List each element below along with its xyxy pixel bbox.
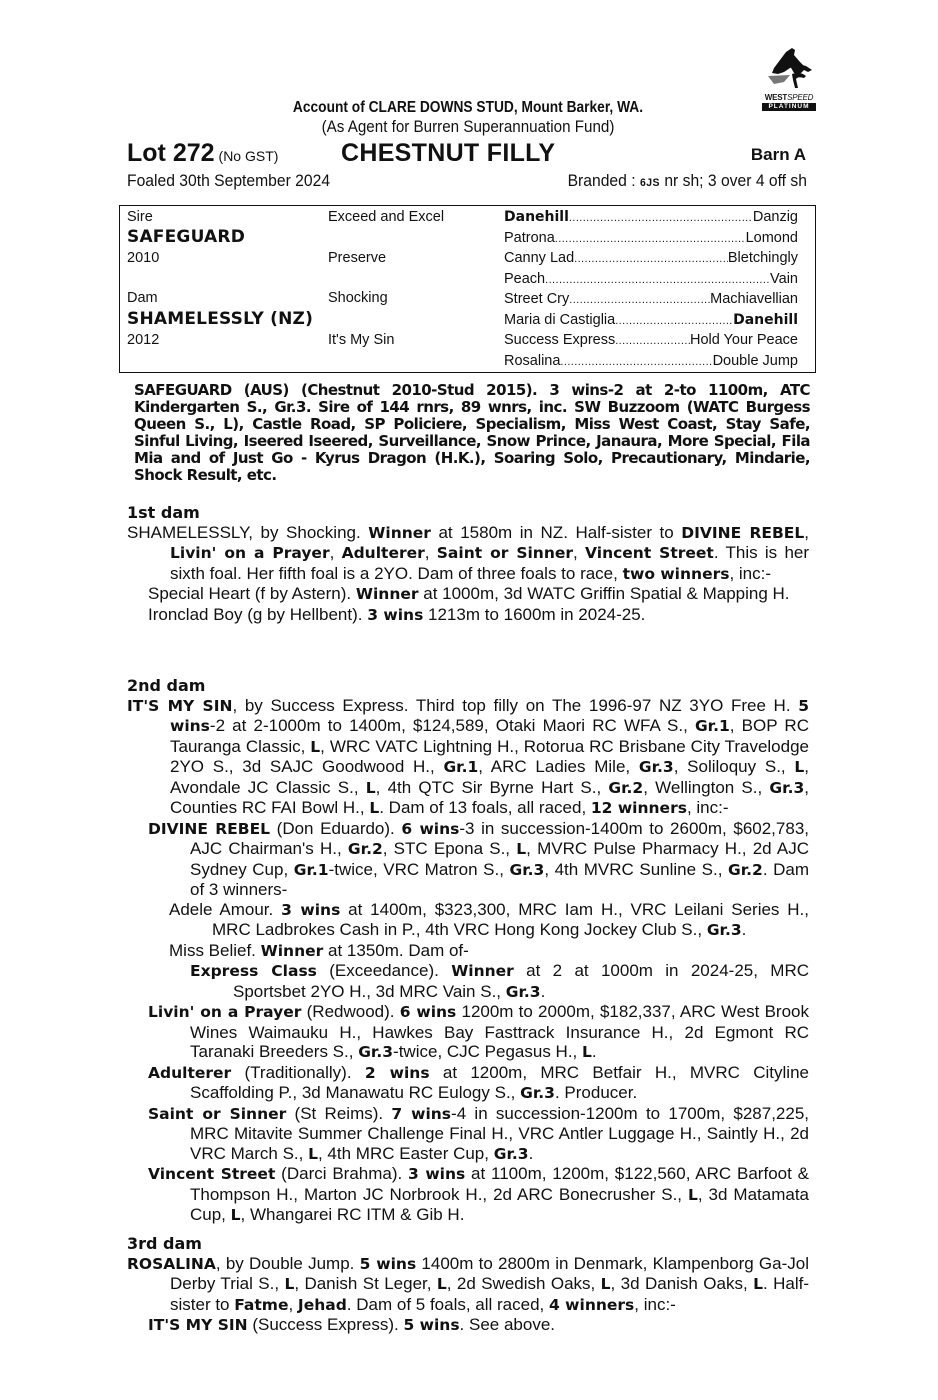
ancestor-sire-name: Danzig	[752, 209, 798, 225]
ancestor-name: Patrona	[504, 229, 555, 246]
ancestor-sire-name: Machiavellian	[710, 291, 798, 307]
dam-name: SHAMELESSLY (NZ)	[127, 309, 314, 329]
family-entry: Special Heart (f by Astern). Winner at 1000m, 3d WATC Griffin Spatial & Mapping H.	[148, 584, 790, 603]
barn-location: Barn A	[750, 145, 806, 164]
section-2nd-dam	[127, 676, 809, 1226]
dot-leader	[569, 207, 753, 227]
ancestor-name: Danehill	[504, 209, 569, 225]
family-entry: Adele Amour. 3 wins at 1400m, $323,300, MRC Iam H., VRC Leilani Series H., MRC Ladbrokes Cash in P., 4th VRC Hong Kong Jockey Club S., Gr.3.	[169, 899, 810, 939]
ancestor-sire-name: Danehill	[733, 311, 798, 328]
section-heading: 1st dam	[127, 503, 200, 522]
ancestor-name: Rosalina	[504, 352, 561, 369]
family-entry: Ironclad Boy (g by Hellbent). 3 wins 1213m to 1600m in 2024-25.	[148, 604, 646, 624]
family-entry: Miss Belief. Winner at 1350m. Dam of-	[169, 940, 469, 960]
dot-leader	[560, 351, 712, 371]
section-heading: 3rd dam	[127, 1234, 202, 1253]
family-entry: SHAMELESSLY, by Shocking. Winner at 1580m in NZ. Half-sister to DIVINE REBEL, Livin' on a Prayer, Adulterer, Saint or Sinner, Vincent Street. This is her sixth foal. Her fifth foal is a 2YO. Dam of three foals to race, two winners, inc:-	[127, 522, 810, 583]
ancestor-name: Success Express	[504, 332, 616, 348]
section-entries	[127, 523, 809, 626]
vendor-line: Account of CLARE DOWNS STUD, Mount Barker, WA.	[292, 99, 644, 116]
dot-leader	[569, 289, 710, 309]
sire-summary: SAFEGUARD (AUS) (Chestnut 2010-Stud 2015). 3 wins-2 at 2-to 1100m, ATC Kindergarten S., Gr.3. Sire of 144 rnrs, 89 wnrs, inc. SW Buzzoom (WATC Burgess Queen S., L), Castle Road, SP Policiere, Specialism, Miss West Coast, Stay Safe, Sinful Living, Iseered Iseered, Surveillance, Snow Prince, Janaura, More Special, Fila Mia and of Just Go - Kyrus Dragon (H.K.), Soaring Solo, Precautionary, Mindarie, Shock Result, etc.	[134, 381, 810, 484]
ancestor-sire-name: Hold Your Peace	[689, 332, 798, 348]
brand-mark: 6JS	[639, 177, 661, 189]
section-1st-dam	[127, 503, 809, 625]
horse-description: CHESTNUT FILLY	[341, 139, 556, 167]
family-entry: IT'S MY SIN, by Success Express. Third top filly on The 1996-97 NZ 3YO Free H. 5 wins-2 at 2-1000m to 1400m, $124,589, Otaki Maori RC WFA S., Gr.1, BOP RC Tauranga Classic, L, WRC VATC Lightning H., Rotorua RC Brisbane City Travelodge 2YO S., 3d SAJC Goodwood H., Gr.1, ARC Ladies Mile, Gr.3, Soliloquy S., L, Avondale JC Classic S., L, 4th QTC Sir Byrne Hart S., Gr.2, Wellington S., Gr.3, Counties RC FAI Bowl H., L. Dam of 13 foals, all raced, 12 winners, inc:-	[127, 695, 810, 817]
sire-sire: Exceed and Excel	[328, 209, 445, 225]
agent-line: (As Agent for Burren Superannuation Fund)	[321, 118, 615, 136]
dot-leader	[545, 269, 770, 289]
ancestor-sire-name: Bletchingly	[727, 250, 798, 266]
family-entry: Livin' on a Prayer (Redwood). 6 wins 1200m to 2000m, $182,337, ARC West Brook Wines Waimauku H., Hawkes Bay Fasttrack Insurance H., 2d Egmont RC Taranaki Breeders S., Gr.3-twice, CJC Pegasus H., L.	[148, 1002, 809, 1061]
logo-brand: WESTSPEED	[764, 93, 814, 102]
grandparent-row	[504, 310, 798, 330]
family-entry: ROSALINA, by Double Jump. 5 wins 1400m to 2800m in Denmark, Klampenborg Ga-Jol Derby Trial S., L, Danish St Leger, L, 2d Swedish Oaks, L, 3d Danish Oaks, L. Half-sister to Fatme, Jehad. Dam of 5 foals, all raced, 4 winners, inc:-	[127, 1253, 809, 1314]
grandparent-row	[504, 207, 798, 227]
grandparent-row	[504, 351, 798, 371]
family-entry: IT'S MY SIN (Success Express). 5 wins. See above.	[148, 1315, 556, 1334]
dam-sire: Shocking	[328, 290, 388, 306]
pedigree-table	[119, 205, 816, 373]
dot-leader	[615, 330, 690, 350]
family-entry: Saint or Sinner (St Reims). 7 wins-4 in succession-1200m to 1700m, $287,225, MRC Mitavite Summer Challenge Final H., VRC Antler Luggage H., Saintly H., 2d VRC March S., L, 4th MRC Easter Cup, Gr.3.	[148, 1103, 810, 1163]
ancestor-name: Street Cry	[504, 291, 570, 307]
grandparent-row	[504, 289, 798, 309]
dot-leader	[574, 248, 728, 268]
ancestor-sire-name: Lomond	[745, 229, 798, 246]
grandparent-row	[504, 330, 798, 350]
dot-leader	[555, 228, 746, 248]
horse-racing-icon	[760, 46, 818, 92]
ancestor-sire-name: Double Jump	[712, 352, 798, 369]
section-heading: 2nd dam	[127, 676, 206, 695]
dot-leader	[615, 310, 733, 330]
logo-tier: PLATINUM	[762, 103, 816, 111]
family-entry: DIVINE REBEL (Don Eduardo). 6 wins-3 in succession-1400m to 2600m, $602,783, AJC Chairman's H., Gr.2, STC Epona S., L, MVRC Pulse Pharmacy H., 2d AJC Sydney Cup, Gr.1-twice, VRC Matron S., Gr.3, 4th MVRC Sunline S., Gr.2. Dam of 3 winners-	[148, 818, 810, 899]
sire-dam: Preserve	[328, 250, 387, 266]
grandparent-row	[504, 248, 798, 268]
section-entries	[127, 696, 809, 1226]
ancestor-name: Maria di Castiglia	[504, 311, 616, 328]
gst-note: (No GST)	[218, 148, 279, 164]
ancestor-name: Peach	[504, 270, 546, 287]
sire-year: 2010	[127, 250, 160, 266]
section-3rd-dam	[127, 1234, 809, 1336]
ancestor-sire-name: Vain	[770, 270, 798, 287]
westspeed-platinum-logo	[760, 46, 818, 116]
section-entries	[127, 1254, 809, 1336]
family-entry: Adulterer (Traditionally). 2 wins at 1200m, MRC Betfair H., MVRC Cityline Scaffolding P., 3d Manawatu RC Eulogy S., Gr.3. Producer.	[148, 1062, 809, 1102]
dam-year: 2012	[127, 332, 160, 348]
lot-number: Lot 272 (No GST)	[127, 139, 279, 167]
sire-name: SAFEGUARD	[127, 227, 246, 247]
ancestor-name: Canny Lad	[504, 250, 575, 266]
grandparent-row	[504, 269, 798, 289]
dam-dam: It's My Sin	[328, 332, 395, 348]
sire-label: Sire	[127, 209, 153, 225]
family-entry: Vincent Street (Darci Brahma). 3 wins at 1100m, 1200m, $122,560, ARC Barfoot & Thompson H., Marton JC Norbrook H., 2d ARC Bonecrusher S., L, 3d Matamata Cup, L, Whangarei RC ITM & Gib H.	[148, 1164, 809, 1224]
lot-header	[127, 139, 809, 169]
dam-label: Dam	[127, 290, 158, 306]
foaled-date: Foaled 30th September 2024	[127, 172, 331, 190]
brand-info: Branded : 6JS nr sh; 3 over 4 off sh	[567, 172, 807, 190]
family-entry: Express Class (Exceedance). Winner at 2 at 1000m in 2024-25, MRC Sportsbet 2YO H., 3d MRC Vain S., Gr.3.	[190, 961, 809, 1001]
grandparent-row	[504, 228, 798, 248]
